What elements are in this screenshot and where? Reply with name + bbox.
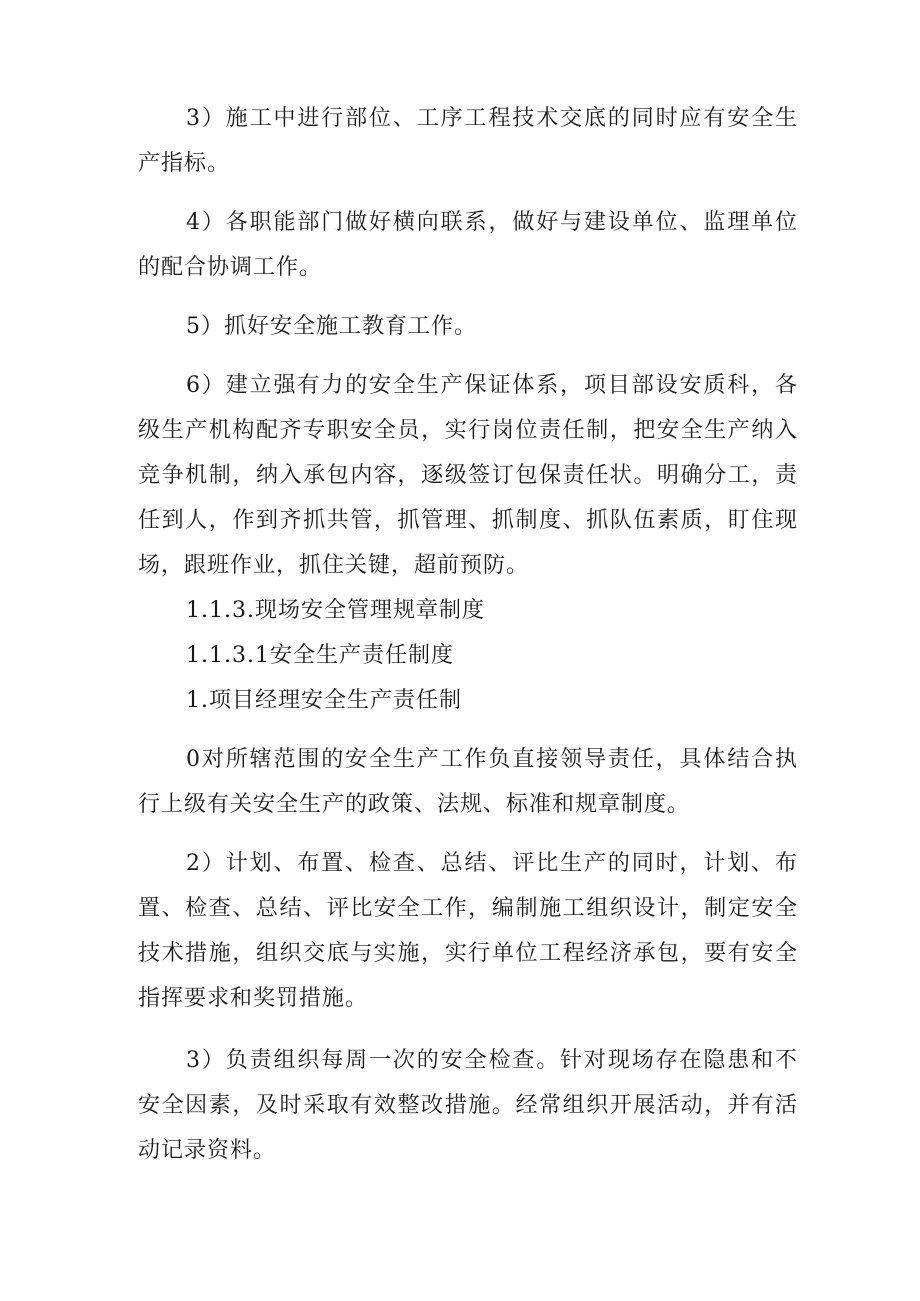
paragraph-item-3: 3）施工中进行部位、工序工程技术交底的同时应有安全生产指标。 <box>138 106 798 176</box>
paragraph-item-0: 0对所辖范围的安全生产工作负直接领导责任，具体结合执行上级有关安全生产的政策、法规、标准和规章制度。 <box>138 747 798 817</box>
paragraph-item-5: 5）抓好安全施工教育工作。 <box>186 314 477 339</box>
subsection-heading-1-1-3-1: 1.1.3.1安全生产责任制度 <box>186 643 454 668</box>
document-body <box>138 96 798 1173</box>
paragraph-item-2: 2）计划、布置、检查、总结、评比生产的同时，计划、布置、检查、总结、评比安全工作，编制施工组织设计，制定安全技术措施，组织交底与实施，实行单位工程经济承包，要有安全指挥要求和奖罚措施。 <box>138 851 798 1011</box>
section-heading-1-1-3: 1.1.3.现场安全管理规章制度 <box>186 598 485 623</box>
paragraph-item-3b: 3）负责组织每周一次的安全检查。针对现场存在隐患和不安全因素，及时采取有效整改措施。经常组织开展活动，并有活动记录资料。 <box>138 1048 798 1163</box>
paragraph-item-6: 6）建立强有力的安全生产保证体系，项目部设安质科，各级生产机构配齐专职安全员，实行岗位责任制，把安全生产纳入竞争机制，纳入承包内容，逐级签订包保责任状。明确分工，责任到人，作到齐抓共管，抓管理、抓制度、抓队伍素质，盯住现场，跟班作业，抓住关键，超前预防。 <box>138 373 798 578</box>
paragraph-item-4: 4）各职能部门做好横向联系，做好与建设单位、监理单位的配合协调工作。 <box>138 210 798 280</box>
item-heading-project-manager: 1.项目经理安全生产责任制 <box>186 688 462 713</box>
